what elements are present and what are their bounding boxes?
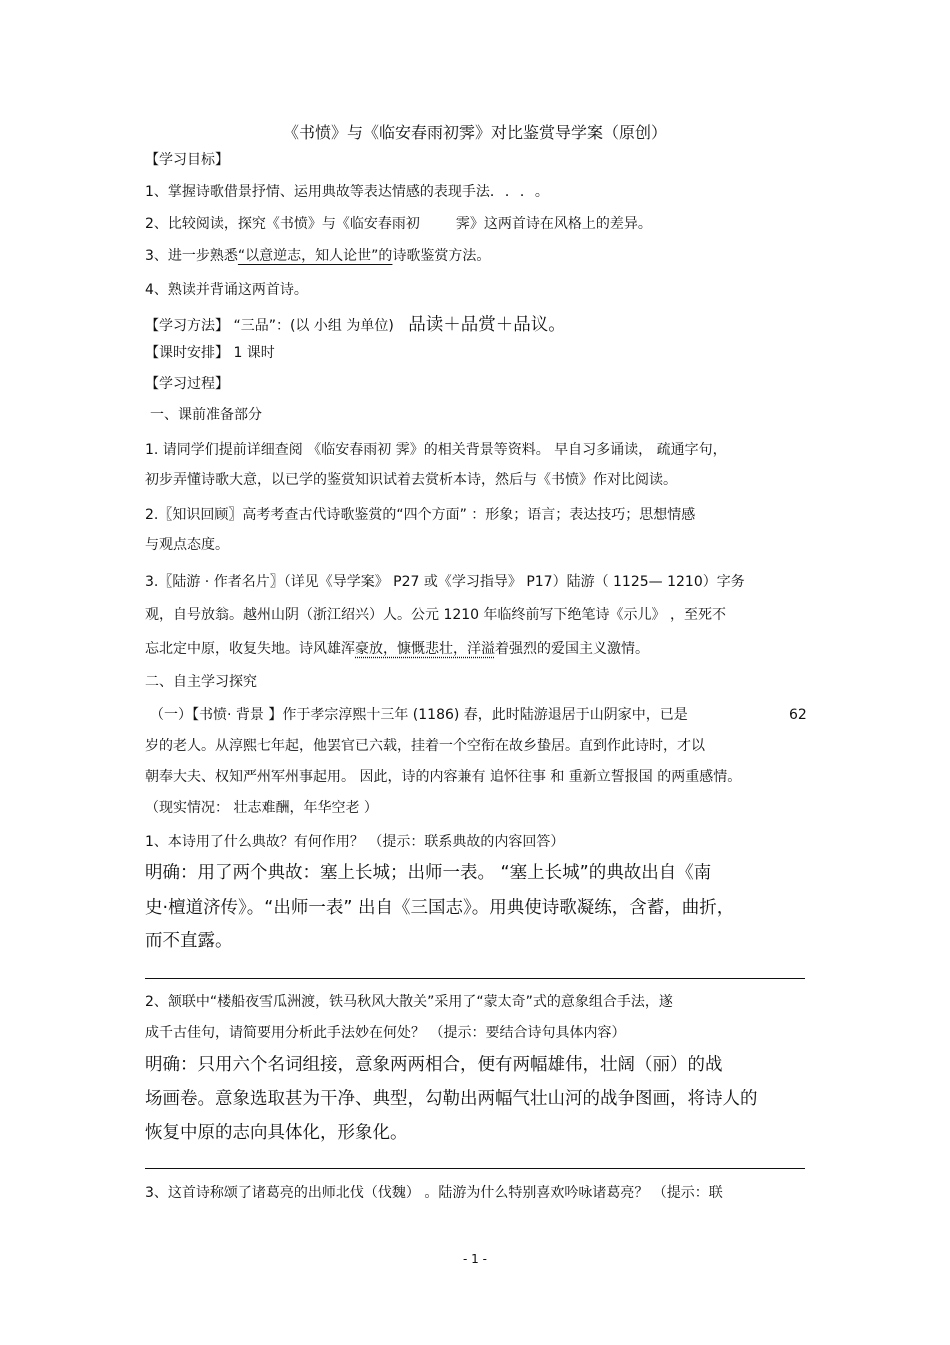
- part1-p3-line2: 观，自号放翁。越州山阴（浙江绍兴）人。公元 1210 年临终前写下绝笔诗《示儿》 ，至死不: [145, 607, 726, 623]
- method-label: 【学习方法】 “三品”：(以 小组 为单位): [145, 318, 394, 334]
- p3-underlined: 豪放，慷慨悲壮，洋溢: [355, 641, 495, 657]
- background-line-3: 朝奉大夫、权知严州军州事起用。 因此，诗的内容兼有 追怀往事 和 重新立誓报国 的两重感情。: [145, 769, 742, 785]
- part1-p1-line2: 初步弄懂诗歌大意，以已学的鉴赏知识试着去赏析本诗，然后与《书愤》作对比阅读。: [145, 472, 677, 488]
- method-line: [145, 312, 566, 338]
- objective-2: [145, 214, 652, 234]
- background-line-1: （一）【书愤· 背景 】作于孝宗淳熙十三年 (1186) 春，此时陆游退居于山阴家中，已是: [150, 707, 688, 723]
- part2-heading: 二、自主学习探究: [145, 674, 257, 690]
- method-emphasis: 品读＋品赏＋品议。: [408, 315, 566, 335]
- objective-2-text-a: 2、比较阅读，探究《书愤》与《临安春雨初: [145, 216, 420, 232]
- part1-p3-line3: [145, 639, 649, 659]
- p3-text-a: 忘北定中原，收复失地。诗风雄浑: [145, 641, 355, 657]
- objective-4: 4、熟读并背诵这两首诗。: [145, 282, 308, 298]
- part1-p3-line1: 3.〖陆游 · 作者名片〗（详见《导学案》 P27 或《学习指导》 P17）陆游（ 1125— 1210）字务: [145, 574, 745, 590]
- objective-2-text-b: 霁》这两首诗在风格上的差异。: [455, 216, 652, 232]
- answer-divider-2: [145, 1168, 805, 1169]
- question-3: 3、这首诗称颂了诸葛亮的出师北伐（伐魏） 。陆游为什么特别喜欢吟咏诸葛亮？ （提示：联: [145, 1185, 723, 1201]
- part1-p1-line1: 1. 请同学们提前详细查阅 《临安春雨初 霁》的相关背景等资料。 早自习多诵读， 疏通字句，: [145, 442, 727, 458]
- answer-2-line-3: 恢复中原的志向具体化，形象化。: [145, 1123, 408, 1143]
- question-2-line-2: 成千古佳句，请简要用分析此手法妙在何处？ （提示：要结合诗句具体内容）: [145, 1025, 626, 1041]
- objective-3-text-b: 诗歌鉴赏方法。: [392, 248, 491, 264]
- objectives-heading: 【学习目标】: [145, 152, 229, 168]
- part1-heading: 一、课前准备部分: [150, 407, 262, 423]
- objective-3-underlined: “以意逆志，知人论世”的: [237, 248, 393, 264]
- answer-2-line-1: 明确：只用六个名词组接，意象两两相合，便有两幅雄伟，壮阔（丽）的战: [145, 1055, 723, 1075]
- question-2-line-1: 2、颔联中“楼船夜雪瓜洲渡，铁马秋风大散关”采用了“蒙太奇”式的意象组合手法，遂: [145, 994, 673, 1010]
- answer-1-line-2: 史·檀道济传》。“出师一表” 出自《三国志》。用典使诗歌凝练，含蓄，曲折，: [145, 898, 735, 918]
- background-line-4: （现实情况： 壮志难酬，年华空老 ）: [145, 800, 378, 816]
- page-number: - 1 -: [463, 1252, 487, 1266]
- answer-1-line-3: 而不直露。: [145, 931, 233, 951]
- background-age: 62: [789, 707, 807, 723]
- process-heading: 【学习过程】: [145, 376, 229, 392]
- answer-divider-1: [145, 978, 805, 979]
- p3-text-b: 着强烈的爱国主义激情。: [495, 641, 649, 657]
- answer-1-line-1: 明确：用了两个典故：塞上长城；出师一表。 “塞上长城”的典故出自《南: [145, 863, 712, 883]
- schedule-line: 【课时安排】 1 课时: [145, 345, 275, 361]
- part1-p2-line2: 与观点态度。: [145, 537, 229, 553]
- document-title: 《书愤》与《临安春雨初霁》对比鉴赏导学案（原创）: [282, 123, 667, 142]
- part1-p2-line1: 2.〖知识回顾〗高考考查古代诗歌鉴赏的“四个方面” ：形象；语言；表达技巧；思想情感: [145, 507, 696, 523]
- objective-3-text-a: 3、进一步熟悉: [145, 248, 238, 264]
- objective-1-end: 。: [534, 184, 549, 200]
- objective-1-text: 1、掌握诗歌借景抒情、运用典故等表达情感的表现手法: [145, 184, 490, 200]
- question-1: 1、本诗用了什么典故？有何作用？ （提示：联系典故的内容回答）: [145, 834, 565, 850]
- answer-2-line-2: 场画卷。意象选取甚为干净、典型，勾勒出两幅气壮山河的战争图画，将诗人的: [145, 1089, 758, 1109]
- objective-3: [145, 246, 490, 266]
- background-line-2: 岁的老人。从淳熙七年起，他罢官已六载，挂着一个空衔在故乡蛰居。直到作此诗时，才以: [145, 738, 705, 754]
- objective-1: [145, 182, 549, 202]
- emphasis-dots: ．．．: [489, 184, 535, 200]
